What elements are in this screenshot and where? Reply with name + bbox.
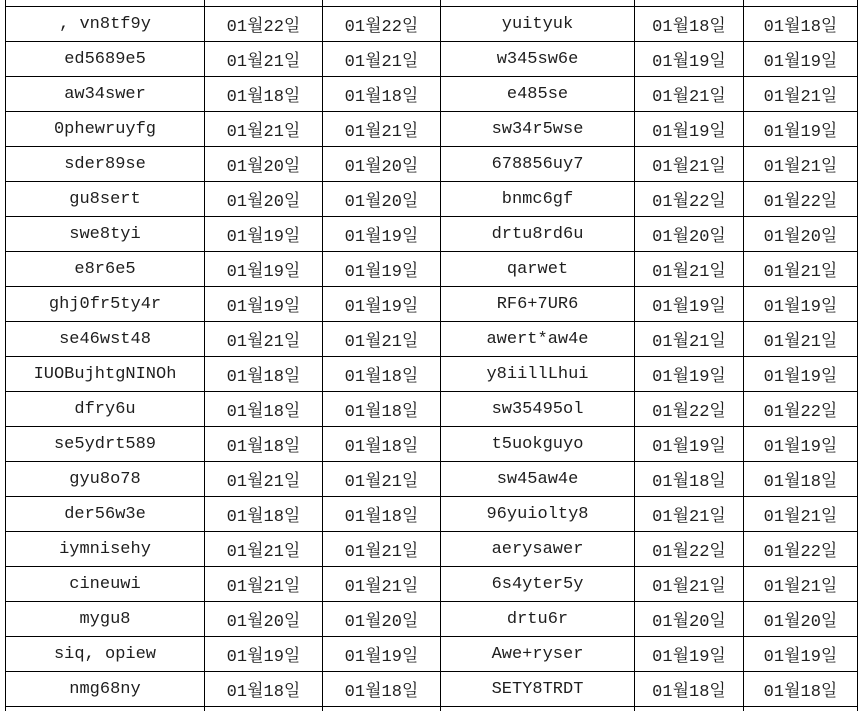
date-cell[interactable]: 01월18일: [323, 77, 441, 112]
date-cell[interactable]: 01월18일: [205, 497, 323, 532]
name-cell[interactable]: drtu8rd6u: [441, 217, 635, 252]
table-row: [6, 42, 858, 77]
date-cell[interactable]: 01월18일: [323, 427, 441, 462]
date-cell[interactable]: 01월22일: [205, 7, 323, 42]
table-row: [6, 287, 858, 322]
name-cell[interactable]: ghj0fr5ty4r: [6, 287, 205, 322]
name-cell[interactable]: e8r6e5: [6, 252, 205, 287]
date-cell[interactable]: 01월21일: [323, 322, 441, 357]
table-row: [6, 322, 858, 357]
name-cell[interactable]: Awe+ryser: [441, 637, 635, 672]
date-cell[interactable]: [323, 707, 441, 711]
name-cell[interactable]: t5uokguyo: [441, 427, 635, 462]
date-cell[interactable]: 01월21일: [323, 462, 441, 497]
date-cell[interactable]: 01월21일: [744, 147, 858, 182]
date-cell[interactable]: 01월22일: [744, 182, 858, 217]
name-cell[interactable]: yuityuk: [441, 7, 635, 42]
date-cell[interactable]: 01월20일: [205, 147, 323, 182]
date-cell[interactable]: 01월19일: [205, 637, 323, 672]
date-cell[interactable]: 01월21일: [635, 252, 744, 287]
date-cell[interactable]: 01월21일: [205, 322, 323, 357]
date-cell[interactable]: 01월19일: [635, 427, 744, 462]
name-cell[interactable]: aw34swer: [6, 77, 205, 112]
name-cell[interactable]: bnmc6gf: [441, 182, 635, 217]
name-cell[interactable]: y8iillLhui: [441, 357, 635, 392]
date-cell[interactable]: 01월21일: [635, 567, 744, 602]
table-row: [6, 672, 858, 707]
name-cell[interactable]: w345sw6e: [441, 42, 635, 77]
date-cell[interactable]: 01월21일: [744, 567, 858, 602]
date-cell[interactable]: 01월18일: [205, 427, 323, 462]
date-cell[interactable]: 01월21일: [744, 322, 858, 357]
name-cell[interactable]: [6, 707, 205, 711]
date-cell[interactable]: [205, 707, 323, 711]
date-cell[interactable]: 01월21일: [744, 252, 858, 287]
date-cell[interactable]: 01월18일: [323, 672, 441, 707]
date-cell[interactable]: 01월21일: [744, 77, 858, 112]
date-cell[interactable]: 01월20일: [323, 147, 441, 182]
date-cell[interactable]: 01월19일: [744, 637, 858, 672]
date-cell[interactable]: 01월19일: [635, 637, 744, 672]
date-cell[interactable]: 01월19일: [744, 287, 858, 322]
name-cell[interactable]: sw35495ol: [441, 392, 635, 427]
date-cell[interactable]: 01월19일: [635, 357, 744, 392]
table-row: [6, 462, 858, 497]
date-cell[interactable]: 01월19일: [744, 42, 858, 77]
name-cell[interactable]: nmg68ny: [6, 672, 205, 707]
date-cell[interactable]: 01월20일: [635, 217, 744, 252]
date-cell[interactable]: [635, 707, 744, 711]
date-cell[interactable]: 01월19일: [323, 637, 441, 672]
date-cell[interactable]: 01월21일: [635, 147, 744, 182]
name-cell[interactable]: 96yuiolty8: [441, 497, 635, 532]
date-cell[interactable]: 01월18일: [205, 357, 323, 392]
date-cell[interactable]: 01월20일: [323, 182, 441, 217]
date-cell[interactable]: 01월21일: [635, 497, 744, 532]
date-cell[interactable]: 01월22일: [635, 392, 744, 427]
table-row: [6, 182, 858, 217]
date-cell[interactable]: 01월19일: [205, 217, 323, 252]
date-cell[interactable]: 01월22일: [635, 182, 744, 217]
data-table: [5, 0, 858, 711]
date-cell[interactable]: 01월18일: [744, 7, 858, 42]
table-row: [6, 392, 858, 427]
date-cell[interactable]: 01월20일: [635, 602, 744, 637]
date-cell[interactable]: 01월20일: [205, 602, 323, 637]
date-cell[interactable]: 01월18일: [744, 462, 858, 497]
name-cell[interactable]: se46wst48: [6, 322, 205, 357]
date-cell[interactable]: 01월18일: [323, 392, 441, 427]
table-row: [6, 637, 858, 672]
date-cell[interactable]: 01월19일: [635, 42, 744, 77]
date-cell[interactable]: 01월22일: [635, 532, 744, 567]
name-cell[interactable]: RF6+7UR6: [441, 287, 635, 322]
date-cell[interactable]: 01월21일: [323, 567, 441, 602]
table-row: [6, 77, 858, 112]
date-cell[interactable]: 01월18일: [205, 392, 323, 427]
table-row: [6, 112, 858, 147]
date-cell[interactable]: 01월21일: [635, 77, 744, 112]
date-cell[interactable]: 01월18일: [635, 7, 744, 42]
name-cell[interactable]: der56w3e: [6, 497, 205, 532]
name-cell[interactable]: , vn8tf9y: [6, 7, 205, 42]
name-cell[interactable]: cineuwi: [6, 567, 205, 602]
name-cell[interactable]: swe8tyi: [6, 217, 205, 252]
date-cell[interactable]: 01월22일: [744, 392, 858, 427]
date-cell[interactable]: 01월19일: [635, 287, 744, 322]
table-row: [6, 497, 858, 532]
name-cell[interactable]: se5ydrt589: [6, 427, 205, 462]
date-cell[interactable]: 01월19일: [635, 112, 744, 147]
date-cell[interactable]: [744, 707, 858, 711]
table-row-cutoff: [6, 707, 858, 711]
date-cell[interactable]: 01월19일: [205, 252, 323, 287]
date-cell[interactable]: 01월18일: [205, 672, 323, 707]
name-cell[interactable]: qarwet: [441, 252, 635, 287]
name-cell[interactable]: 678856uy7: [441, 147, 635, 182]
date-cell[interactable]: 01월18일: [205, 77, 323, 112]
name-cell[interactable]: siq, opiew: [6, 637, 205, 672]
date-cell[interactable]: 01월21일: [205, 567, 323, 602]
date-cell[interactable]: 01월22일: [744, 532, 858, 567]
name-cell[interactable]: 0phewruyfg: [6, 112, 205, 147]
name-cell[interactable]: aerysawer: [441, 532, 635, 567]
name-cell[interactable]: dfry6u: [6, 392, 205, 427]
date-cell[interactable]: 01월19일: [744, 427, 858, 462]
table-row: [6, 602, 858, 637]
date-cell[interactable]: 01월18일: [635, 672, 744, 707]
date-cell[interactable]: 01월19일: [744, 357, 858, 392]
name-cell[interactable]: mygu8: [6, 602, 205, 637]
date-cell[interactable]: 01월21일: [323, 532, 441, 567]
date-cell[interactable]: 01월19일: [323, 287, 441, 322]
date-cell[interactable]: 01월21일: [744, 497, 858, 532]
date-cell[interactable]: 01월18일: [635, 462, 744, 497]
table-row: [6, 357, 858, 392]
date-cell[interactable]: 01월19일: [744, 112, 858, 147]
name-cell[interactable]: drtu6r: [441, 602, 635, 637]
name-cell[interactable]: gu8sert: [6, 182, 205, 217]
date-cell[interactable]: 01월18일: [323, 357, 441, 392]
name-cell[interactable]: gyu8o78: [6, 462, 205, 497]
date-cell[interactable]: 01월19일: [323, 217, 441, 252]
table-row: [6, 252, 858, 287]
date-cell[interactable]: 01월19일: [205, 287, 323, 322]
table-row: [6, 217, 858, 252]
name-cell[interactable]: ed5689e5: [6, 42, 205, 77]
date-cell[interactable]: 01월21일: [205, 42, 323, 77]
date-cell[interactable]: 01월20일: [205, 182, 323, 217]
date-cell[interactable]: 01월22일: [323, 7, 441, 42]
date-cell[interactable]: 01월18일: [744, 672, 858, 707]
table-row: [6, 427, 858, 462]
date-cell[interactable]: 01월19일: [323, 252, 441, 287]
name-cell[interactable]: sw45aw4e: [441, 462, 635, 497]
date-cell[interactable]: 01월20일: [744, 217, 858, 252]
table-row: [6, 532, 858, 567]
date-cell[interactable]: 01월21일: [323, 42, 441, 77]
name-cell[interactable]: sw34r5wse: [441, 112, 635, 147]
date-cell[interactable]: 01월21일: [323, 112, 441, 147]
name-cell[interactable]: iymnisehy: [6, 532, 205, 567]
name-cell[interactable]: 6s4yter5y: [441, 567, 635, 602]
date-cell[interactable]: 01월21일: [635, 322, 744, 357]
name-cell[interactable]: SETY8TRDT: [441, 672, 635, 707]
name-cell[interactable]: IUOBujhtgNINOh: [6, 357, 205, 392]
name-cell[interactable]: awert*aw4e: [441, 322, 635, 357]
date-cell[interactable]: 01월18일: [323, 497, 441, 532]
name-cell[interactable]: sder89se: [6, 147, 205, 182]
table-row: [6, 7, 858, 42]
date-cell[interactable]: 01월21일: [205, 532, 323, 567]
date-cell[interactable]: 01월21일: [205, 112, 323, 147]
date-cell[interactable]: 01월21일: [205, 462, 323, 497]
table-row: [6, 147, 858, 182]
date-cell[interactable]: 01월20일: [744, 602, 858, 637]
date-cell[interactable]: 01월20일: [323, 602, 441, 637]
table-row: [6, 567, 858, 602]
name-cell[interactable]: e485se: [441, 77, 635, 112]
name-cell[interactable]: [441, 707, 635, 711]
